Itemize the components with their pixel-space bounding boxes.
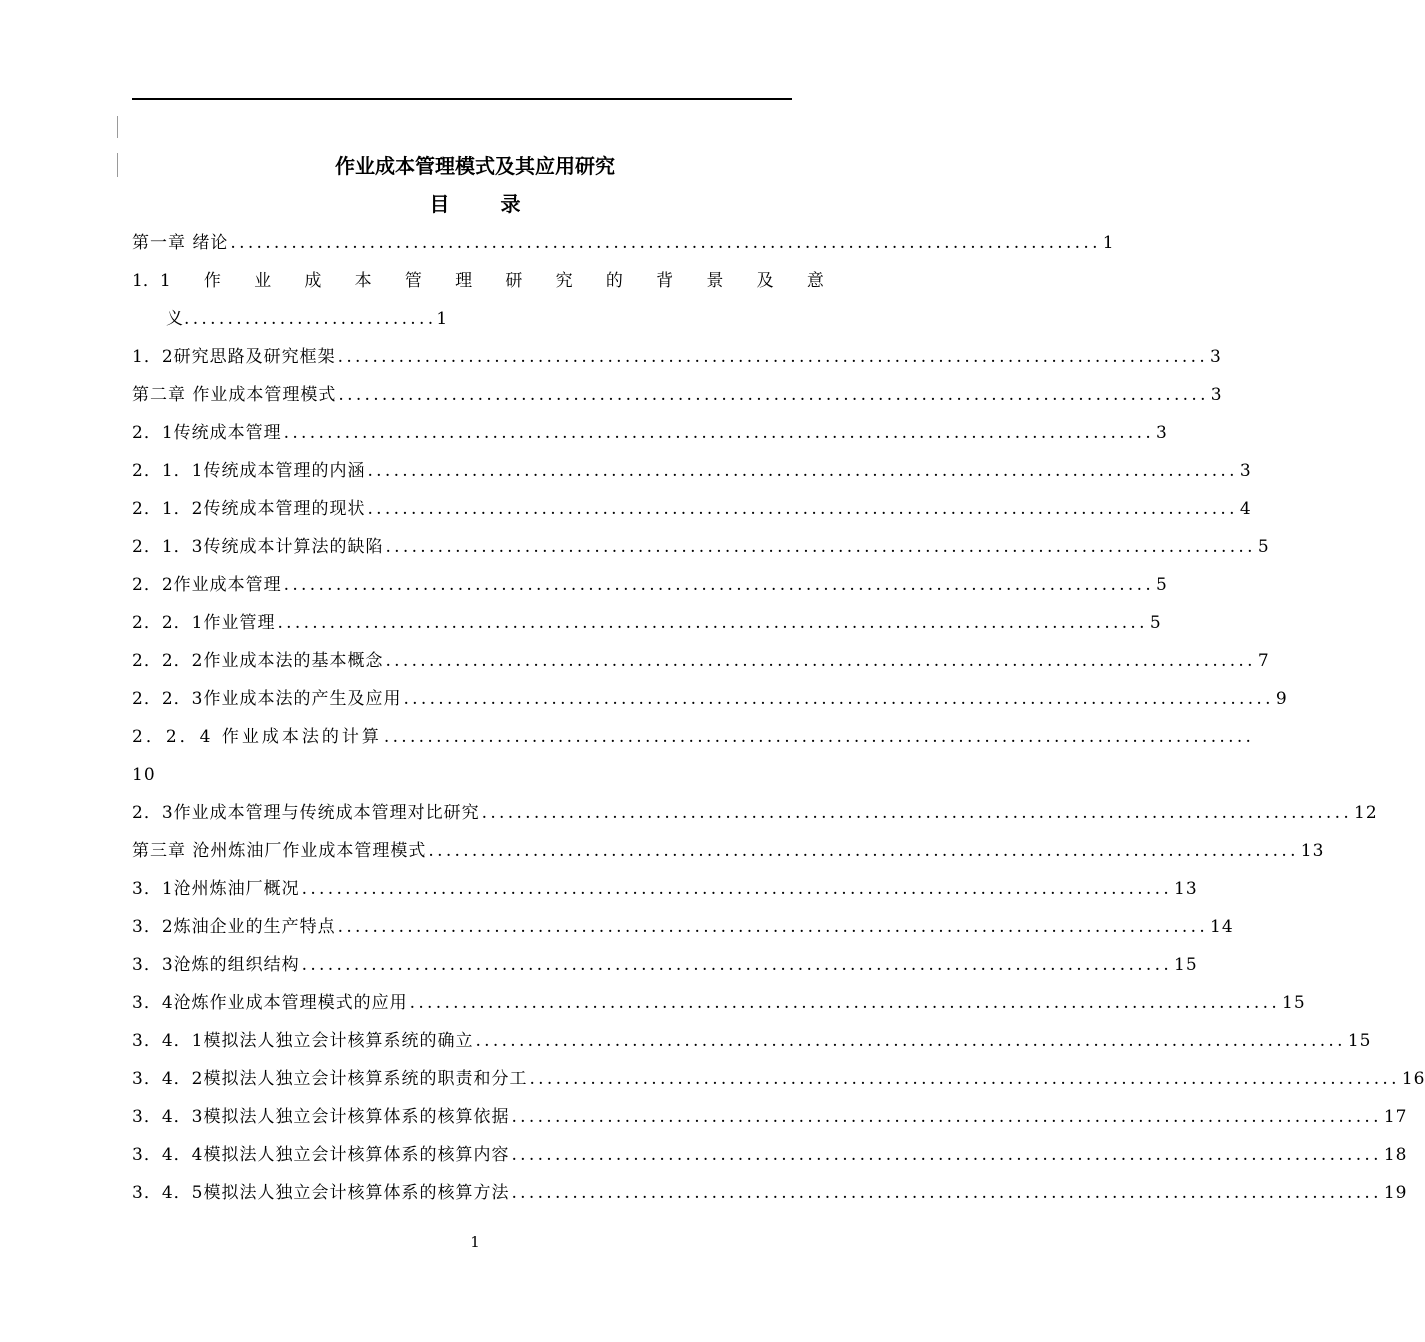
toc-leader: .................................................................................................... [338, 385, 1209, 405]
toc-leader: .................................................................................................... [511, 1107, 1382, 1127]
toc-leader: .................................................................................................... [409, 993, 1281, 1013]
toc-entry[interactable] [132, 951, 1198, 979]
toc-leader: .................................................................................................... [230, 233, 1101, 253]
toc-entry-page: 13 [1174, 879, 1198, 899]
toc-leader: .................................................................................................... [301, 955, 1173, 975]
toc-leader: .................................................................................................... [367, 499, 1238, 519]
toc-entry-page: 5 [1257, 537, 1270, 557]
toc-entry-label: 第二章 作业成本管理模式 [132, 385, 337, 405]
toc-leader: .................................................................................................... [301, 879, 1173, 899]
toc-entry[interactable] [132, 989, 1306, 1017]
toc-entry-label: 3．1沧州炼油厂概况 [132, 879, 300, 899]
toc-entry[interactable] [132, 1027, 1372, 1055]
toc-entry-page: 15 [1282, 993, 1306, 1013]
toc-entry[interactable] [132, 533, 1270, 561]
toc-entry-page: 5 [1156, 575, 1168, 595]
toc-entry-label: 2．2作业成本管理 [132, 575, 282, 595]
header-rule [132, 98, 792, 100]
toc-entry[interactable] [132, 1179, 1408, 1207]
toc-entry-page: 12 [1354, 803, 1378, 823]
toc-entry-label: 第一章 绪论 [132, 233, 229, 253]
toc-entry-continuation: 义.............................1 [166, 309, 449, 329]
toc-entry[interactable] [132, 229, 1115, 257]
toc-entry-label: 2．2．1作业管理 [132, 613, 276, 633]
toc-entry-page: 18 [1383, 1145, 1408, 1165]
toc-entry-wrapped[interactable]: 1．1 作 业 成 本 管 理 研 究 的 背 景 及 意 [132, 267, 824, 295]
toc-entry-page: 13 [1300, 841, 1325, 861]
toc-entry-label: 2．2．3作业成本法的产生及应用 [132, 689, 402, 709]
toc-entry[interactable] [132, 837, 1325, 865]
toc-entry-page: 4 [1239, 499, 1252, 519]
toc-entry-page: 3 [1210, 385, 1223, 405]
toc-entry-page: 10 [132, 765, 156, 785]
toc-entry[interactable] [132, 875, 1198, 903]
margin-mark-top [117, 116, 118, 138]
toc-entry[interactable] [132, 1103, 1408, 1131]
toc-entry-label: 3．4．5模拟法人独立会计核算体系的核算方法 [132, 1183, 510, 1203]
toc-leader: .................................................................................................... [511, 1183, 1382, 1203]
toc-entry-page: 3 [1239, 461, 1252, 481]
toc-entry[interactable] [132, 647, 1270, 675]
toc-entry-label: 3．4．2模拟法人独立会计核算系统的职责和分工 [132, 1069, 528, 1089]
toc-entry[interactable] [132, 1141, 1408, 1169]
toc-entry-label: 3．4．3模拟法人独立会计核算体系的核算依据 [132, 1107, 510, 1127]
toc-entry-page: 3 [1156, 423, 1168, 443]
toc-entry-label: 3．4．1模拟法人独立会计核算系统的确立 [132, 1031, 474, 1051]
toc-leader: .................................................................................................... [403, 689, 1274, 709]
toc-entry-label: 1．2研究思路及研究框架 [132, 347, 336, 367]
toc-entry[interactable] [132, 685, 1288, 713]
toc-entry-page: 14 [1210, 917, 1234, 937]
toc-leader: .................................................................................................... [385, 537, 1256, 557]
toc-leader: .................................................................................................... [385, 651, 1256, 671]
toc-entry[interactable] [132, 913, 1234, 941]
toc-leader: .................................................................................................... [481, 803, 1353, 823]
toc-leader: .................................................................................................... [529, 1069, 1400, 1089]
toc-leader: .................................................................................................... [277, 613, 1148, 633]
toc-entry[interactable] [132, 419, 1168, 447]
toc-leader: .................................................................................................... [337, 917, 1209, 937]
toc-entry-page: 16 [1401, 1069, 1425, 1089]
toc-leader: .................................................................................................... [283, 575, 1155, 595]
toc-entry-page: 5 [1149, 613, 1162, 633]
toc-entry[interactable] [132, 457, 1252, 485]
toc-entry-page: 19 [1383, 1183, 1408, 1203]
toc-entry-page: 1 [436, 309, 449, 329]
page-number: 1 [470, 1233, 480, 1251]
toc-entry[interactable] [132, 799, 1378, 827]
toc-entry-label: 2．3作业成本管理与传统成本管理对比研究 [132, 803, 480, 823]
toc-leader: .................................................................................................... [428, 841, 1299, 861]
toc-entry[interactable] [132, 381, 1223, 409]
toc-leader: .................................................................................................... [511, 1145, 1382, 1165]
toc-entry-page: 15 [1174, 955, 1198, 975]
toc-entry-page: 7 [1257, 651, 1270, 671]
toc-entry-label: 2．2．2作业成本法的基本概念 [132, 651, 384, 671]
toc-entry-label: 第三章 沧州炼油厂作业成本管理模式 [132, 841, 427, 861]
toc-entry[interactable] [132, 495, 1252, 523]
toc-entry-page: 3 [1210, 347, 1222, 367]
toc-entry-page: 17 [1383, 1107, 1408, 1127]
toc-leader: .................................................................................................... [283, 423, 1155, 443]
toc-entry-page: 15 [1347, 1031, 1372, 1051]
toc-leader: .................................................................................................... [383, 727, 1255, 747]
toc-entry[interactable] [132, 571, 1168, 599]
document-title: 作业成本管理模式及其应用研究 [335, 154, 615, 178]
toc-entry-label: 3．4沧炼作业成本管理模式的应用 [132, 993, 408, 1013]
toc-entry-label: 3．4．4模拟法人独立会计核算体系的核算内容 [132, 1145, 510, 1165]
toc-leader: .................................................................................................... [475, 1031, 1346, 1051]
toc-entry-label: 2．2．4 作业成本法的计算 [132, 727, 382, 747]
toc-leader: .................................................................................................... [337, 347, 1209, 367]
toc-entry-label: 2．1．2传统成本管理的现状 [132, 499, 366, 519]
toc-entry-label: 3．2炼油企业的生产特点 [132, 917, 336, 937]
toc-entry[interactable] [132, 343, 1222, 371]
toc-entry-label: 2．1．3传统成本计算法的缺陷 [132, 537, 384, 557]
toc-heading: 目 录 [429, 192, 543, 216]
toc-entry-label: 2．1．1传统成本管理的内涵 [132, 461, 366, 481]
toc-entry-label: 3．3沧炼的组织结构 [132, 955, 300, 975]
toc-entry[interactable] [132, 1065, 1425, 1093]
toc-entry[interactable] [132, 609, 1162, 637]
toc-entry-page: 1 [1102, 233, 1115, 253]
toc-entry-page: 9 [1275, 689, 1288, 709]
toc-entry-wrapped[interactable] [132, 723, 1255, 751]
toc-leader: .................................................................................................... [367, 461, 1238, 481]
toc-entry-label-part: 1．1 [132, 271, 171, 291]
toc-entry-label: 2．1传统成本管理 [132, 423, 282, 443]
